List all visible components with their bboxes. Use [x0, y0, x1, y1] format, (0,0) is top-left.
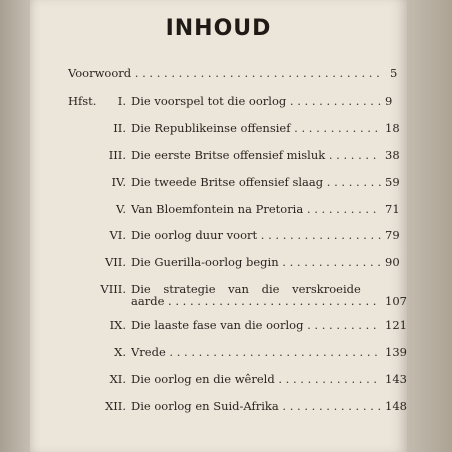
hfst-prefix: Hfst.	[68, 94, 97, 108]
toc-entry-chapter	[30, 318, 407, 334]
chapter-page-number: 9	[385, 94, 393, 108]
table-of-contents	[30, 0, 407, 452]
chapter-title: Die Guerilla-oorlog begin . . .	[131, 255, 381, 269]
chapter-number: III.	[108, 148, 126, 162]
chapter-title: Die laaste fase van die oorlog . . .	[131, 318, 381, 332]
chapter-number: VI.	[109, 228, 126, 242]
toc-entry-chapter	[30, 148, 407, 164]
chapter-page-number: 59	[385, 175, 400, 189]
page-edge-right	[407, 0, 452, 452]
chapter-title: Die Republikeinse offensief . . .	[131, 121, 381, 135]
book-page	[30, 0, 407, 452]
toc-entry-chapter	[30, 345, 407, 361]
chapter-number: VII.	[104, 255, 126, 269]
chapter-number: X.	[114, 345, 126, 359]
chapter-page-number: 107	[385, 294, 407, 308]
chapter-number: XII.	[105, 399, 126, 413]
chapter-number: IX.	[109, 318, 126, 332]
chapter-title: Die oorlog en Suid-Afrika . . .	[131, 399, 381, 413]
page-title: INHOUD	[165, 16, 272, 41]
chapter-page-number: 121	[385, 318, 407, 332]
toc-entry-chapter	[30, 399, 407, 415]
chapter-page-number: 18	[385, 121, 400, 135]
chapter-number: V.	[116, 202, 126, 216]
chapter-number: VIII.	[100, 282, 126, 296]
toc-entry-chapter	[30, 282, 407, 312]
toc-entry-chapter	[30, 255, 407, 271]
page-gutter-left	[0, 0, 30, 452]
chapter-title: Die oorlog en die wêreld . . .	[131, 372, 381, 386]
toc-entry-chapter	[30, 228, 407, 244]
chapter-page-number: 148	[385, 399, 407, 413]
chapter-page-number: 71	[385, 202, 400, 216]
toc-entry-chapter	[30, 121, 407, 137]
chapter-page-number: 143	[385, 372, 407, 386]
chapter-number: IV.	[111, 175, 126, 189]
chapter-title: Die eerste Britse offensief misluk . . .	[131, 148, 381, 162]
toc-entry-page: 5	[390, 66, 398, 80]
chapter-page-number: 38	[385, 148, 400, 162]
chapter-title: Die oorlog duur voort . . .	[131, 228, 381, 242]
chapter-title: Vrede . . .	[131, 345, 381, 359]
chapter-page-number: 90	[385, 255, 400, 269]
toc-entry-chapter	[30, 175, 407, 191]
toc-entry-chapter	[30, 372, 407, 388]
chapter-title: Die strategie van die verskroeide	[131, 282, 361, 296]
chapter-title-continued: aarde . . .	[131, 294, 381, 308]
chapter-page-number: 139	[385, 345, 407, 359]
chapter-page-number: 79	[385, 228, 400, 242]
chapter-title: Van Bloemfontein na Pretoria . . .	[131, 202, 381, 216]
chapter-title: Die voorspel tot die oorlog . . .	[131, 94, 381, 108]
chapter-number: XI.	[109, 372, 126, 386]
toc-entry-label: Voorwoord . . .	[68, 66, 381, 80]
chapter-number: I.	[117, 94, 126, 108]
toc-entry-chapter	[30, 94, 407, 110]
chapter-title: Die tweede Britse offensief slaag . . .	[131, 175, 381, 189]
toc-entry-chapter	[30, 202, 407, 218]
chapter-number: II.	[113, 121, 126, 135]
